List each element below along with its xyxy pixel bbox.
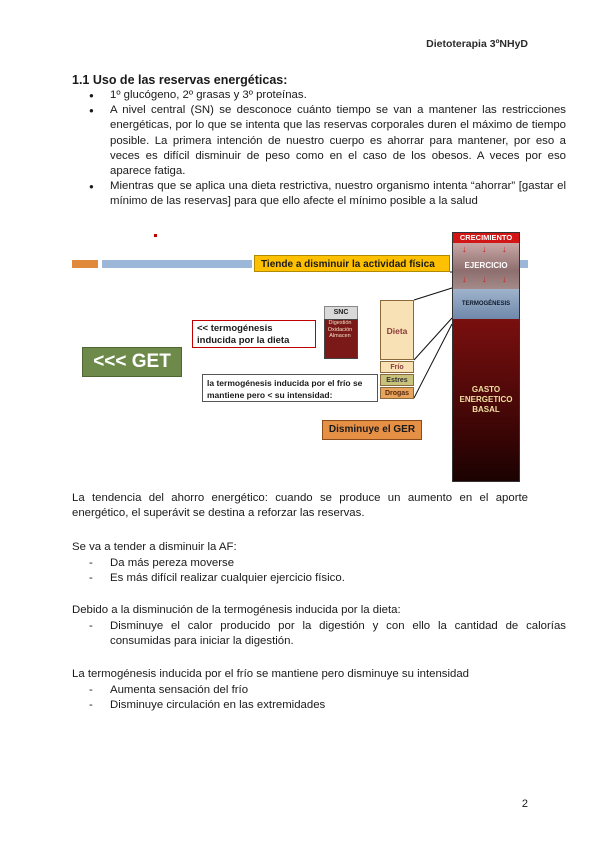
list-af — [72, 556, 566, 587]
paragraph-ahorro: La tendencia del ahorro energético: cuando se produce un aumento en el aporte energético, el superávit se destina a reforzar las reservas. — [72, 492, 528, 520]
bullet-list — [72, 88, 566, 210]
column-termogenesis: TERMOGÉNESIS — [453, 289, 519, 319]
bullet-item: ● Mientras que se aplica una dieta restrictiva, nuestro organismo intenta “ahorrar” [gastar el mínimo de las reservas] para que ello afecte el mínimo posible a la salud — [110, 179, 566, 209]
list-termogenesis — [72, 619, 566, 650]
get-badge: <<< GET — [82, 347, 182, 377]
list-item: - Aumenta sensación del frío — [110, 683, 566, 698]
drogas-block: Drogas — [380, 387, 414, 399]
column-ejercicio: EJERCICIO — [453, 243, 519, 289]
column-gasto-basal — [453, 319, 519, 482]
down-arrow-icon: ↓ — [482, 244, 487, 254]
gasto-line: BASAL — [472, 405, 500, 414]
estres-block: Estres — [380, 374, 414, 386]
bullet-item: ● A nivel central (SN) se desconoce cuánto tiempo se van a mantener las restricciones energéticas, por lo que se intenta que las reservas corporales duren el máximo de tiempo posible. La primera intención de nuestro cuerpo es ahorrar para mantener, por eso a veces es difícil disminuir de peso como en el caso de los obesos. A veces por eso aparece fatiga. — [110, 103, 566, 179]
list-item: - Da más pereza moverse — [110, 556, 566, 571]
list-item: - Disminuye circulación en las extremidades — [110, 698, 566, 713]
page-number: 2 — [521, 798, 528, 810]
paragraph-af: Se va a tender a disminuir la AF: — [72, 541, 237, 553]
dieta-block: Dieta — [380, 300, 414, 360]
down-arrow-icon: ↓ — [462, 274, 467, 284]
down-arrow-icon: ↓ — [482, 274, 487, 284]
list-item: - Disminuye el calor producido por la digestión y con ello la cantidad de calorías consumidas para iniciar la digestión. — [110, 619, 566, 650]
disminuye-ger-label: Disminuye el GER — [322, 420, 422, 440]
gasto-line: GASTO — [471, 385, 501, 394]
bullet-item: ● 1º glucógeno, 2º grasas y 3º proteínas. — [110, 88, 566, 103]
paragraph-frio: La termogénesis inducida por el frío se mantiene pero disminuye su intensidad — [72, 668, 470, 680]
frio-block: Frío — [380, 361, 414, 373]
down-arrow-icon: ↓ — [502, 244, 507, 254]
list-frio — [72, 683, 566, 714]
snc-label: SNC — [324, 306, 358, 320]
section-title: 1.1 Uso de las reservas energéticas: — [72, 73, 288, 87]
down-arrow-icon: ↓ — [462, 244, 467, 254]
gasto-line: ENERGETICO — [459, 395, 513, 404]
column-crecimiento: CRECIMIENTO — [453, 233, 519, 243]
down-arrow-icon: ↓ — [502, 274, 507, 284]
energy-column — [452, 232, 520, 482]
page-header: Dietoterapia 3ºNHyD — [426, 38, 528, 50]
termogenesis-frio-box: la termogénesis inducida por el frío se mantiene pero < su intensidad: — [202, 374, 378, 402]
energy-diagram — [72, 232, 528, 484]
snc-text: Digestión Oxidación Almacen — [327, 320, 353, 339]
termogenesis-dieta-box: << termogénesis inducida por la dieta — [192, 320, 316, 348]
tiende-label: Tiende a disminuir la actividad física — [254, 255, 450, 272]
paragraph-termogenesis: Debido a la disminución de la termogénesis inducida por la dieta: — [72, 604, 401, 616]
list-item: - Es más difícil realizar cualquier ejercicio físico. — [110, 571, 566, 586]
